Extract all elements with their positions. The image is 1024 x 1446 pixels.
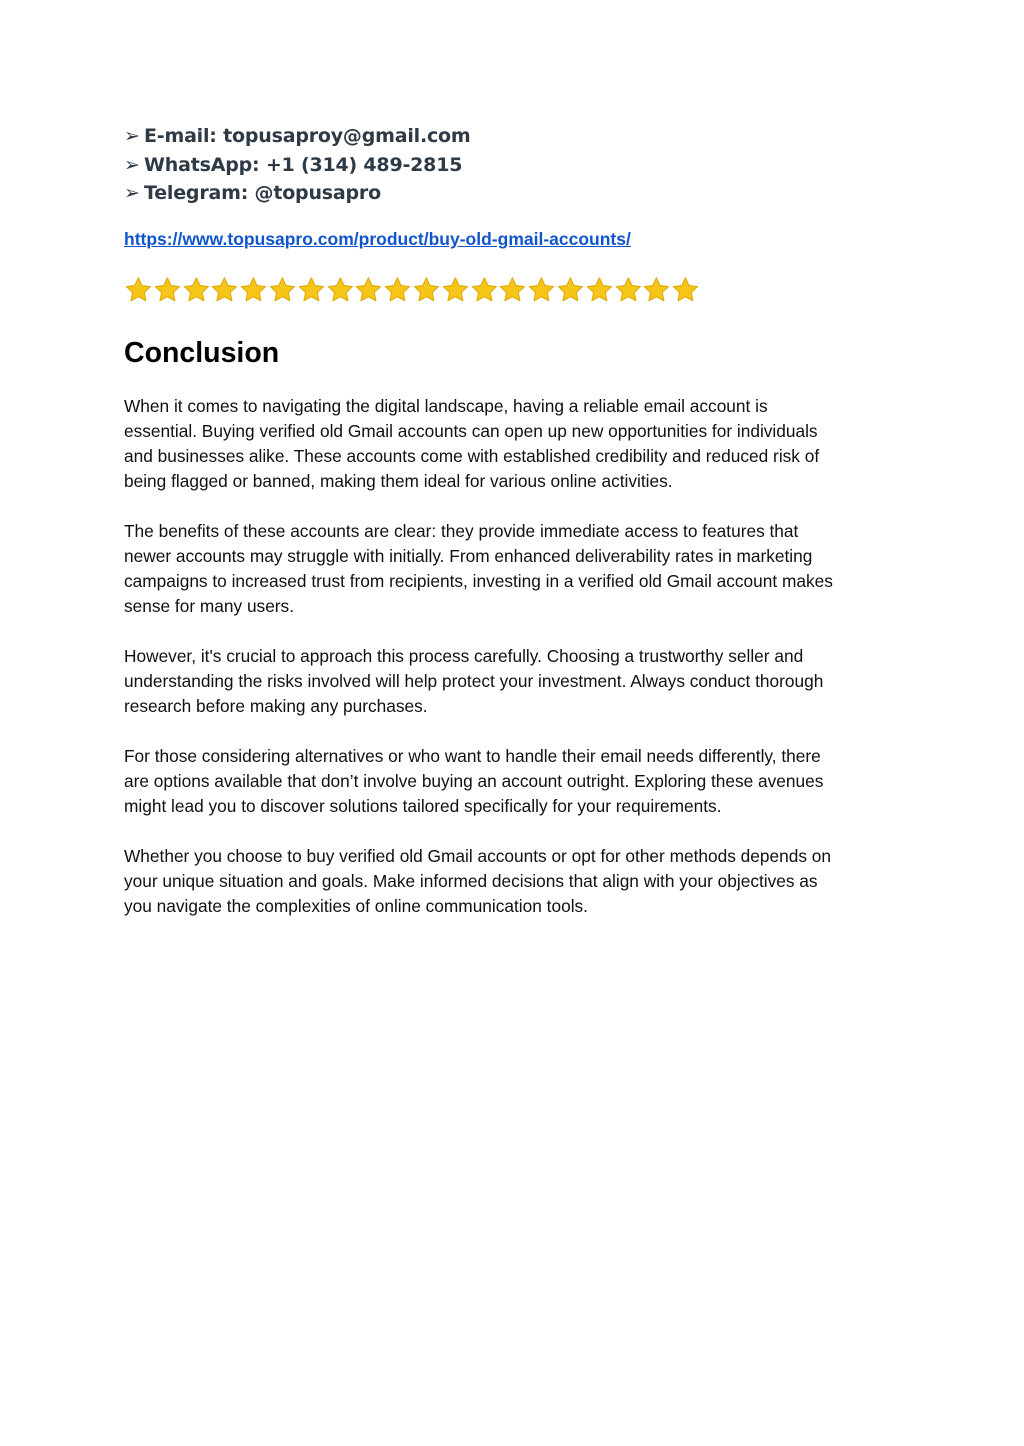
arrow-bullet-icon: ➢: [124, 125, 140, 147]
star-icon: [614, 276, 643, 304]
star-icon: [268, 276, 297, 304]
star-icon: [239, 276, 268, 304]
paragraph: Whether you choose to buy verified old Gmail accounts or opt for other methods depends on your unique situation and goals. Make informed decisions that align with your objectives as you navigate the complexities of online communication tools.: [124, 846, 832, 916]
paragraph: However, it's crucial to approach this process carefully. Choosing a trustworthy seller and understanding the risks involved will help protect your investment. Always conduct thorough research before making any purchases.: [124, 646, 824, 716]
star-icon: [182, 276, 211, 304]
star-icon: [383, 276, 412, 304]
star-icon: [412, 276, 441, 304]
star-icon: [210, 276, 239, 304]
contact-email-text: E-mail: topusaproy@gmail.com: [144, 125, 471, 147]
body-text: [124, 394, 914, 944]
contact-email: [124, 122, 884, 151]
paragraph: For those considering alternatives or who want to handle their email needs differently, there are options available that don’t involve buying an account outright. Exploring these avenues might lead you to discover solutions tailored specifically for your requirements.: [124, 746, 824, 816]
star-icon: [354, 276, 383, 304]
star-icon: [297, 276, 326, 304]
star-icon: [153, 276, 182, 304]
star-icon: [326, 276, 355, 304]
arrow-bullet-icon: ➢: [124, 153, 140, 176]
paragraph: When it comes to navigating the digital landscape, having a reliable email account is essential. Buying verified old Gmail accounts can open up new opportunities for individuals and businesses alike. These accounts come with established credibility and reduced risk of being flagged or banned, making them ideal for various online activities.: [124, 396, 820, 491]
section-heading: Conclusion: [124, 337, 280, 369]
star-rating-row: [124, 276, 700, 304]
contact-telegram: [124, 179, 884, 208]
contact-list: [124, 122, 884, 208]
star-icon: [527, 276, 556, 304]
contact-whatsapp: [124, 151, 884, 180]
contact-telegram-text: Telegram: @topusapro: [144, 182, 381, 204]
paragraph: The benefits of these accounts are clear: they provide immediate access to features that newer accounts may struggle with initially. From enhanced deliverability rates in marketing campaigns to increased trust from recipients, investing in a verified old Gmail account makes sense for many users.: [124, 521, 833, 616]
star-icon: [470, 276, 499, 304]
arrow-bullet-icon: ➢: [124, 182, 140, 204]
star-icon: [585, 276, 614, 304]
star-icon: [556, 276, 585, 304]
star-icon: [498, 276, 527, 304]
star-icon: [642, 276, 671, 304]
star-icon: [671, 276, 700, 304]
contact-whatsapp-text: WhatsApp: +1 (314) 489-2815: [144, 153, 463, 176]
product-link[interactable]: https://www.topusapro.com/product/buy-old-gmail-accounts/: [124, 229, 631, 249]
star-icon: [124, 276, 153, 304]
star-icon: [441, 276, 470, 304]
